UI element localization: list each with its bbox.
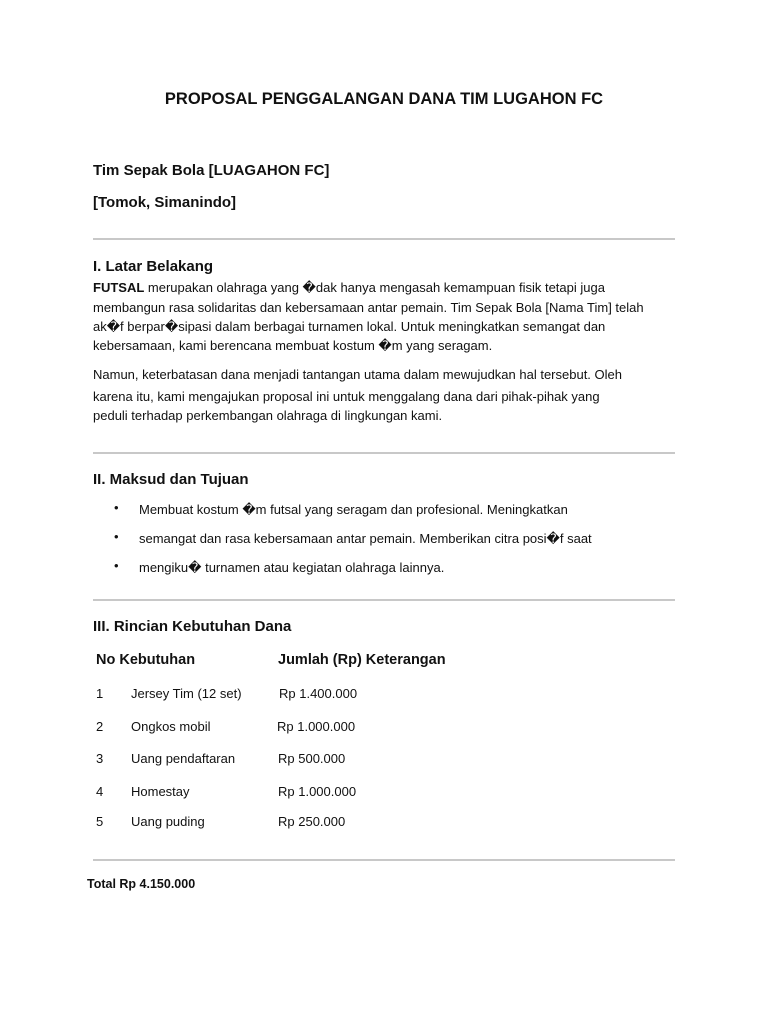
separator-2 <box>93 452 675 454</box>
list-item: mengiku� turnamen atau kegiatan olahraga lainnya. <box>139 560 445 575</box>
separator-4 <box>93 859 675 861</box>
paragraph-line: Namun, keterbatasan dana menjadi tantangan utama dalam mewujudkan hal tersebut. Oleh <box>93 367 622 382</box>
list-item: semangat dan rasa kebersamaan antar pemain. Memberikan citra posi�f saat <box>139 531 592 546</box>
document-title: PROPOSAL PENGGALANGAN DANA TIM LUGAHON FC <box>164 90 604 108</box>
section-heading-maksud-tujuan: II. Maksud dan Tujuan <box>93 471 249 488</box>
row-amount: Rp 1.000.000 <box>277 719 356 734</box>
row-no: 2 <box>96 719 104 734</box>
total-amount: Total Rp 4.150.000 <box>87 877 196 891</box>
section-heading-latar-belakang: I. Latar Belakang <box>93 258 214 275</box>
separator-1 <box>93 238 675 240</box>
paragraph-text: merupakan olahraga yang �dak hanya mengasah kemampuan fisik tetapi juga <box>144 280 605 295</box>
futsal-keyword: FUTSAL <box>93 280 145 295</box>
paragraph-line: peduli terhadap perkembangan olahraga di lingkungan kami. <box>93 408 443 423</box>
row-no: 3 <box>96 751 104 766</box>
row-no: 1 <box>96 686 104 701</box>
row-amount: Rp 500.000 <box>278 751 346 766</box>
row-item: Uang pendaftaran <box>131 751 236 766</box>
row-item: Homestay <box>131 784 190 799</box>
table-header-jumlah: Jumlah (Rp) Keterangan <box>278 652 446 668</box>
paragraph-line: kebersamaan, kami berencana membuat kostum �m yang seragam. <box>93 338 493 353</box>
bullet-marker: • <box>114 500 119 515</box>
team-name: Tim Sepak Bola [LUAGAHON FC] <box>93 162 330 179</box>
row-amount: Rp 1.400.000 <box>279 686 358 701</box>
list-item: Membuat kostum �m futsal yang seragam dan profesional. Meningkatkan <box>139 502 568 517</box>
row-amount: Rp 1.000.000 <box>278 784 357 799</box>
bullet-marker: • <box>114 558 119 573</box>
row-item: Jersey Tim (12 set) <box>131 686 242 701</box>
row-item: Ongkos mobil <box>131 719 211 734</box>
separator-3 <box>93 599 675 601</box>
row-no: 5 <box>96 814 104 829</box>
team-location: [Tomok, Simanindo] <box>93 194 237 211</box>
paragraph-line <box>93 278 605 297</box>
bullet-marker: • <box>114 529 119 544</box>
row-item: Uang puding <box>131 814 205 829</box>
paragraph-line: membangun rasa solidaritas dan kebersamaan antar pemain. Tim Sepak Bola [Nama Tim] telah <box>93 300 644 315</box>
paragraph-line: karena itu, kami mengajukan proposal ini untuk menggalang dana dari pihak-pihak yang <box>93 389 600 404</box>
row-no: 4 <box>96 784 104 799</box>
section-heading-rincian-dana: III. Rincian Kebutuhan Dana <box>93 618 292 635</box>
paragraph-line: ak�f berpar�sipasi dalam berbagai turnamen lokal. Untuk meningkatkan semangat dan <box>93 319 606 334</box>
row-amount: Rp 250.000 <box>278 814 346 829</box>
table-header-no-kebutuhan: No Kebutuhan <box>96 652 196 668</box>
